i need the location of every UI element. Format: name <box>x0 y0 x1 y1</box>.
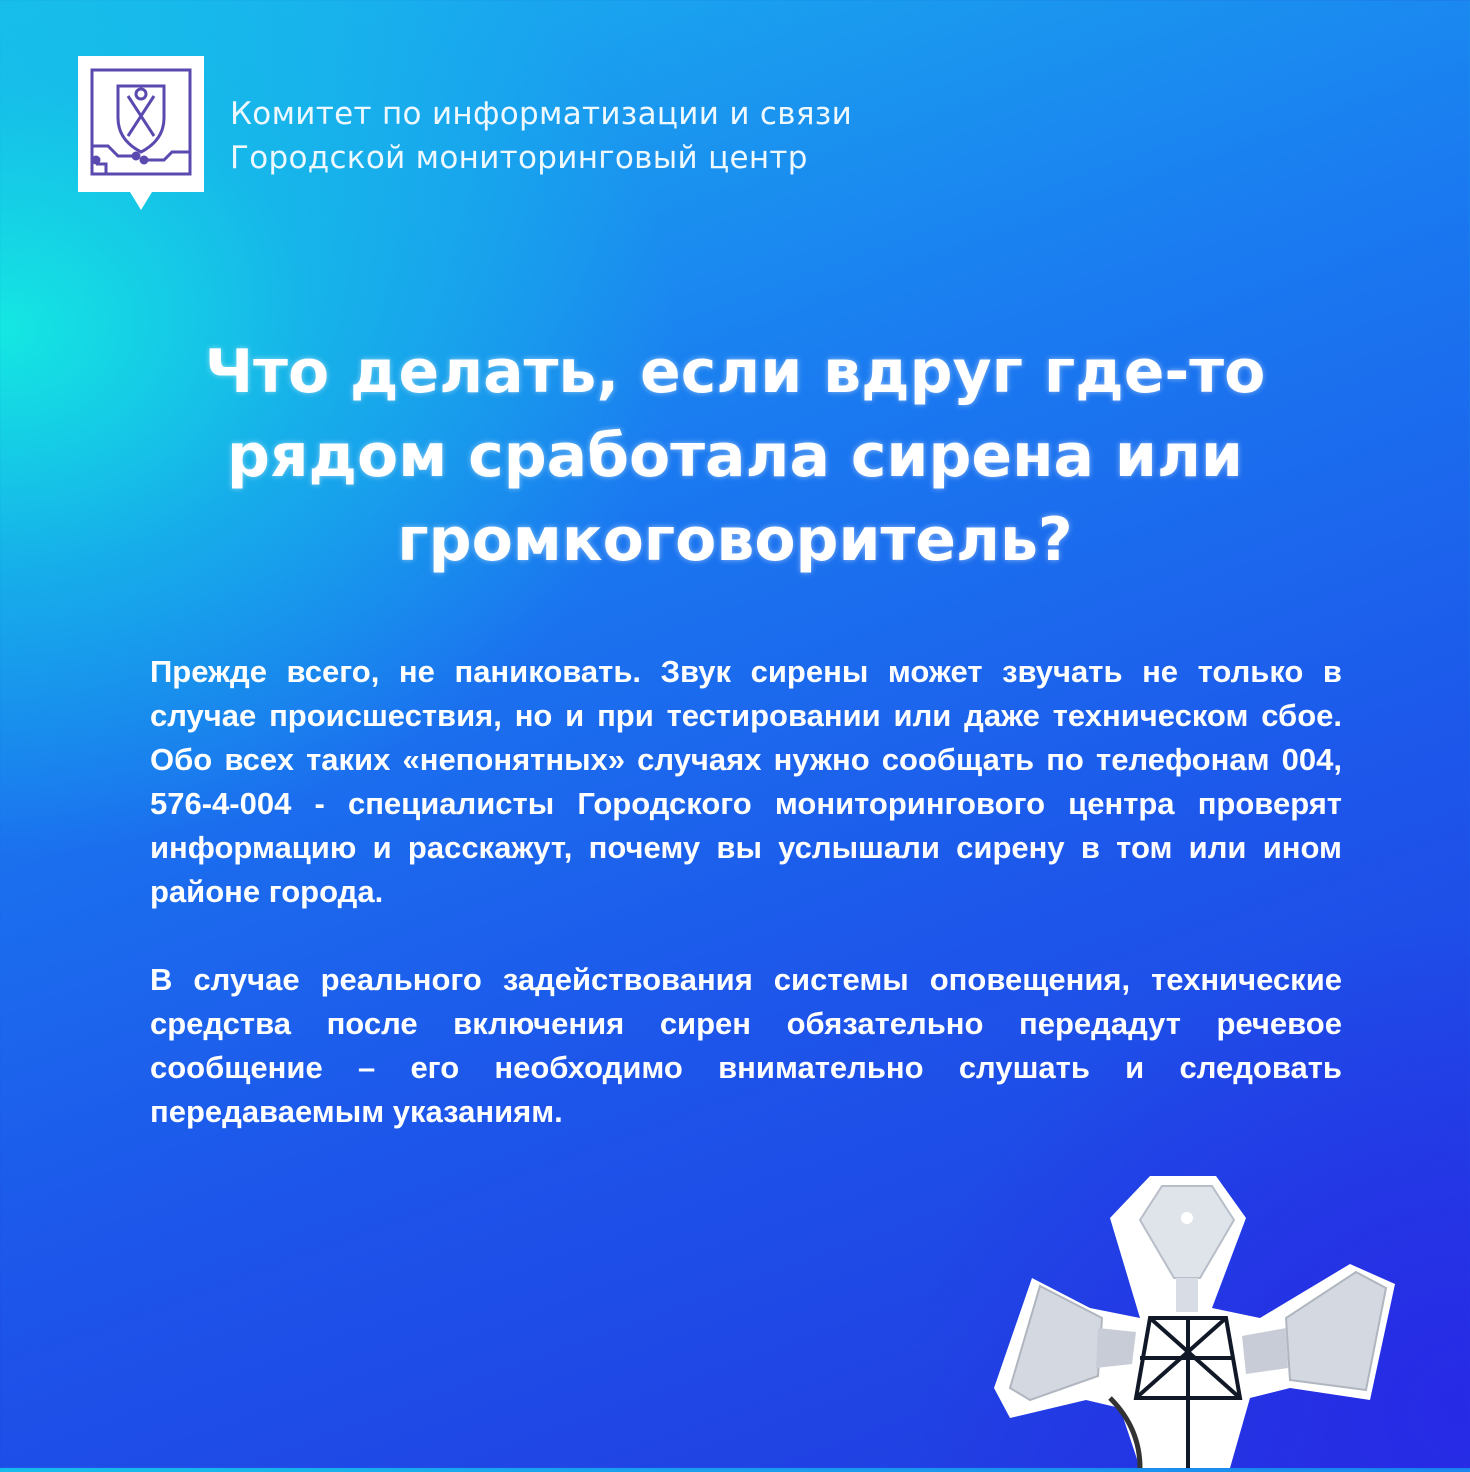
paragraph-2: В случае реального задействования системы оповещения, технические средства после включения сирен обязательно передадут речевое сообщение – его необходимо внимательно слушать и следовать передаваемым указаниям. <box>150 962 1342 1129</box>
body-text <box>150 650 1342 1178</box>
paragraph-1: Прежде всего, не паниковать. Звук сирены может звучать не только в случае происшествия, но и при тестировании или даже техническом сбое. Обо всех таких «непонятных» случаях нужно сообщать по телефонам 004, 576-4-004 - специалисты Городского мониторингового центра проверят информацию и расскажут, почему вы услышали сирену в том или ином районе города. <box>150 654 1342 909</box>
organization-name <box>230 92 852 180</box>
page-title: Что делать, если вдруг где-то рядом сработала сирена или громкоговоритель? <box>204 337 1266 575</box>
committee-emblem-icon <box>78 56 204 210</box>
siren-loudspeaker-icon <box>990 1168 1410 1468</box>
organization-line-1: Комитет по информатизации и связи <box>230 96 853 132</box>
organization-line-2: Городской мониторинговый центр <box>230 140 808 176</box>
